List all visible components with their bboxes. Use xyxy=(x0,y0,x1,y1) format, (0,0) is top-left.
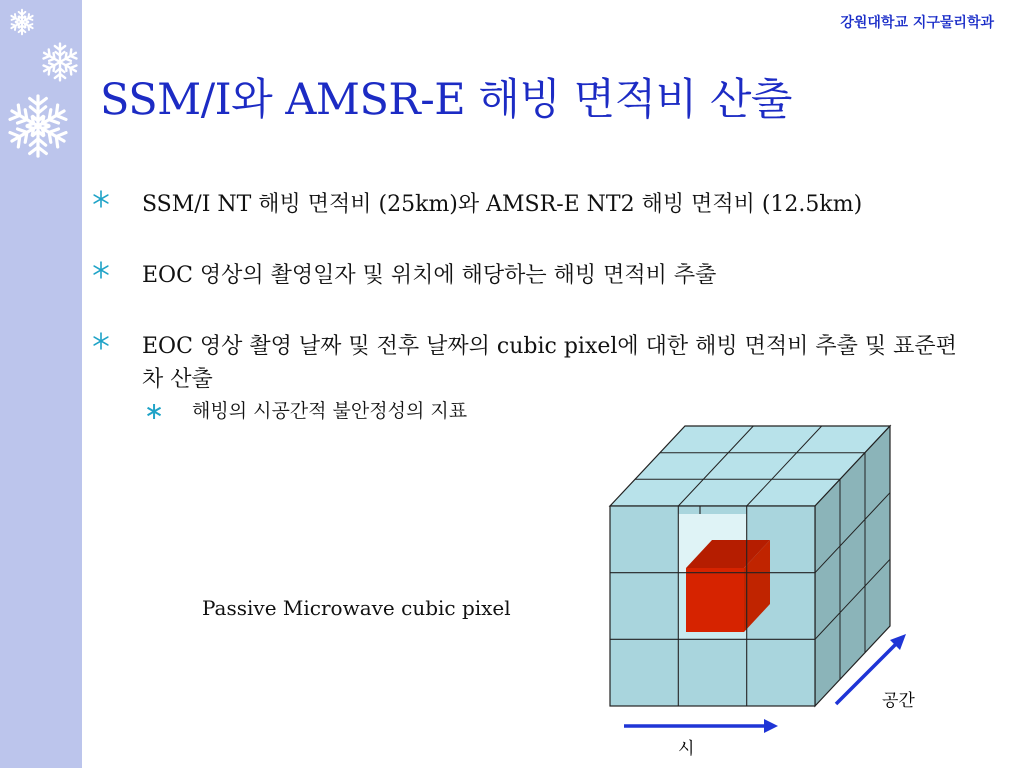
bullet-item xyxy=(92,330,972,426)
time-axis-label: 시 xyxy=(678,739,695,759)
bullet-text: EOC 영상 촬영 날짜 및 전후 날짜의 cubic pixel에 대한 해빙 면적비 추출 및 표준편차 산출 xyxy=(142,334,957,392)
slide-title: SSM/I와 AMSR-E 해빙 면적비 산출 xyxy=(100,75,792,125)
figure-caption: Passive Microwave cubic pixel xyxy=(202,596,511,620)
bullet-text: EOC 영상의 촬영일자 및 위치에 해당하는 해빙 면적비 추출 xyxy=(142,263,717,288)
snowflake-bullet-icon xyxy=(92,190,110,208)
bullet-item xyxy=(92,188,972,221)
cubic-pixel-diagram xyxy=(600,420,930,768)
snowflake-icon xyxy=(8,8,36,36)
bullet-item xyxy=(92,259,972,292)
bullet-text: SSM/I NT 해빙 면적비 (25km)와 AMSR-E NT2 해빙 면적비 (12.5km) xyxy=(142,192,863,217)
space-axis-label: 공간 xyxy=(882,691,915,711)
snowflake-bullet-icon xyxy=(92,332,110,350)
asterisk-icon: ∗ xyxy=(144,397,165,425)
snowflake-icon xyxy=(40,42,80,82)
snowflake-icon xyxy=(6,94,70,158)
sub-bullet-text: 해빙의 시공간적 불안정성의 지표 xyxy=(192,400,468,422)
bullet-list xyxy=(92,188,972,426)
decorative-side-strip xyxy=(0,0,82,768)
university-department-label: 강원대학교 지구물리학과 xyxy=(840,15,994,31)
red-inner-cube-front xyxy=(686,568,744,632)
time-axis-arrow-icon xyxy=(624,719,778,733)
snowflake-bullet-icon xyxy=(92,261,110,279)
cubic-pixel-figure xyxy=(600,420,930,768)
